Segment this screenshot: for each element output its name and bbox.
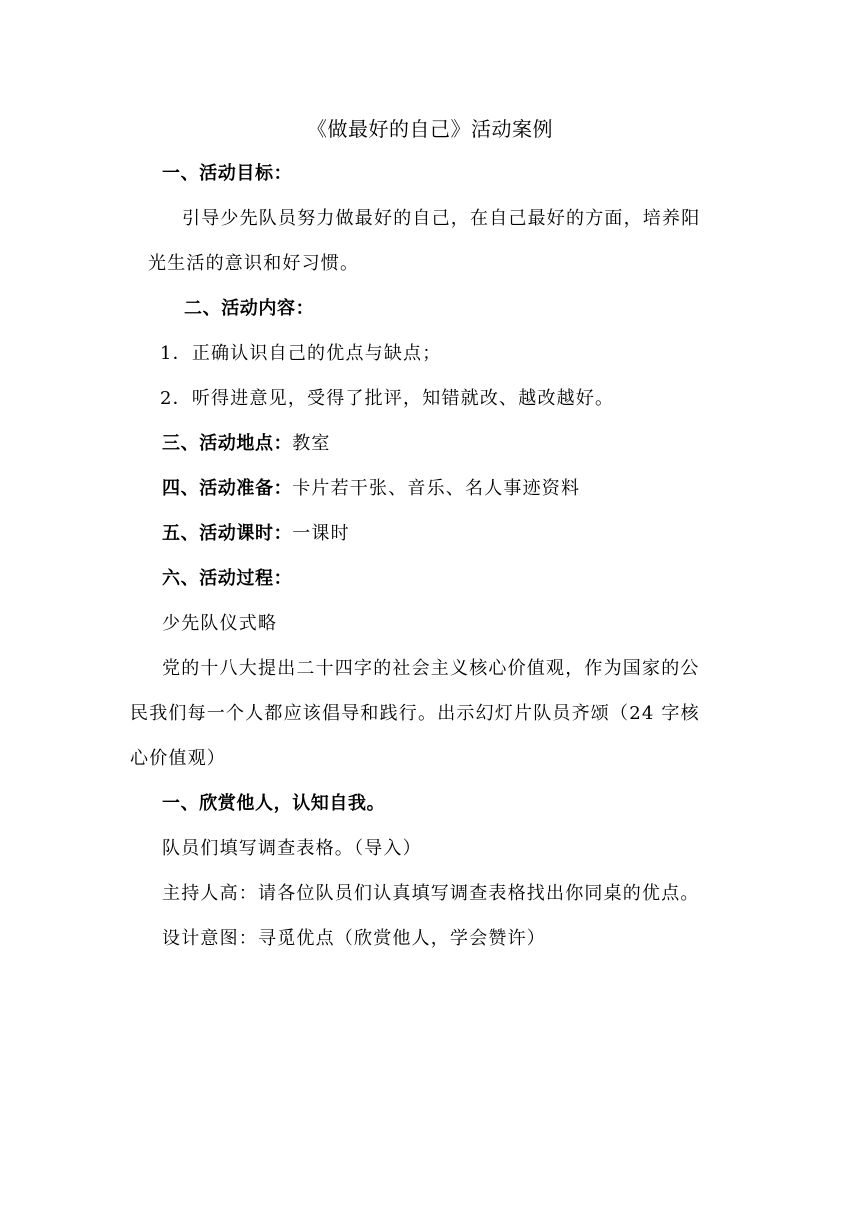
content-item-2: 2．听得进意见，受得了批评，知错就改、越改越好。 [160, 388, 615, 409]
prep-heading: 四、活动准备： [162, 478, 293, 499]
host-text: 主持人高：请各位队员们认真填写调查表格找出你同桌的优点。 [162, 883, 700, 904]
document-title: 《做最好的自己》活动案例 [307, 117, 553, 141]
time-row [162, 522, 350, 546]
prep-value: 卡片若干张、音乐、名人事迹资料 [292, 478, 581, 499]
place-heading: 三、活动地点： [162, 433, 293, 454]
ceremony-text: 少先队仪式略 [162, 613, 278, 634]
goal-heading: 一、活动目标： [162, 163, 293, 184]
values-line-1: 党的十八大提出二十四字的社会主义核心价值观，作为国家的公 [162, 658, 700, 679]
content-heading: 二、活动内容： [184, 298, 315, 319]
content-item-1: 1．正确认识自己的优点与缺点； [160, 343, 442, 364]
time-value: 一课时 [292, 523, 350, 544]
values-line-3: 心价值观） [130, 748, 226, 769]
place-value: 教室 [292, 433, 331, 454]
survey-text: 队员们填写调查表格。（导入） [162, 838, 422, 859]
values-line-2: 民我们每一个人都应该倡导和践行。出示幻灯片队员齐颂（24 字核 [130, 703, 700, 724]
section-1-heading: 一、欣赏他人，认知自我。 [162, 793, 386, 814]
prep-row [162, 477, 580, 501]
design-text: 设计意图：寻觅优点（欣赏他人，学会赞许） [162, 928, 546, 949]
process-heading: 六、活动过程： [162, 568, 293, 589]
goal-text-line-2: 光生活的意识和好习惯。 [148, 253, 360, 274]
goal-text-line-1: 引导少先队员努力做最好的自己，在自己最好的方面，培养阳 [182, 208, 701, 229]
time-heading: 五、活动课时： [162, 523, 293, 544]
place-row [162, 432, 331, 456]
